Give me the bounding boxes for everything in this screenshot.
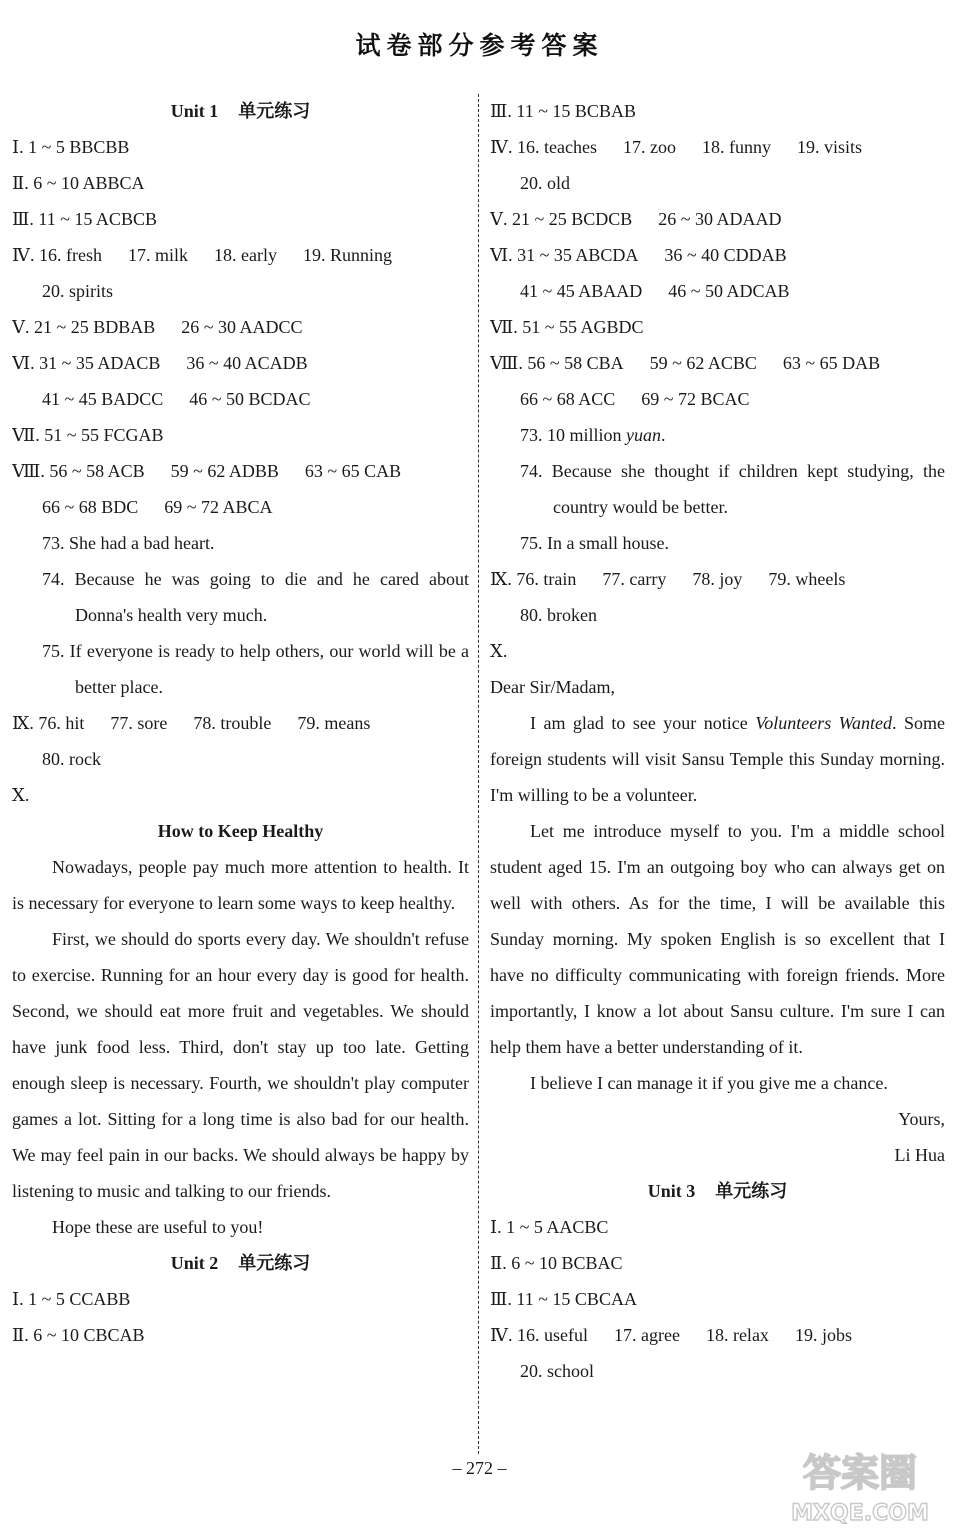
answer-line: Ⅰ. 1 ~ 5 BBCBB (12, 137, 130, 157)
answer-line: 80. rock (42, 749, 101, 769)
letter-paragraph (490, 705, 945, 813)
letter-signature: Li Hua (894, 1145, 945, 1165)
unit-label: Unit 2 (170, 1253, 219, 1273)
answer-item: 66 ~ 68 ACC (520, 389, 616, 409)
answer-line: Ⅱ. 6 ~ 10 ABBCA (12, 173, 145, 193)
answer-line: Ⅲ. 11 ~ 15 ACBCB (12, 209, 157, 229)
answer-item: 78. trouble (193, 713, 272, 733)
answer-item: 59 ~ 62 ACBC (649, 353, 757, 373)
unit-1-heading (12, 93, 469, 129)
answer-line (12, 381, 469, 417)
answer-item: 26 ~ 30 AADCC (181, 317, 303, 337)
answer-item: 17. milk (127, 245, 188, 265)
unit-cn-label: 单元练习 (238, 101, 311, 122)
answer-item: 17. zoo (622, 137, 676, 157)
answer-item: 18. early (213, 245, 277, 265)
left-column (12, 93, 469, 1353)
answer-item: Ⅳ. 16. fresh (12, 245, 102, 265)
answer-item: 19. visits (796, 137, 862, 157)
watermark-top-text: 答案圈 (802, 1451, 918, 1495)
column-divider (478, 94, 479, 1454)
answer-item: Ⅴ. 21 ~ 25 BCDCB (490, 209, 633, 229)
answer-paragraph: 74. Because he was going to die and he cared about Donna's health very much. (42, 569, 469, 625)
answer-item: 63 ~ 65 DAB (782, 353, 881, 373)
answer-item: 18. relax (705, 1325, 769, 1345)
letter-salutation: Dear Sir/Madam, (490, 677, 615, 697)
answer-item: 69 ~ 72 ABCA (164, 497, 273, 517)
answer-line: Ⅰ. 1 ~ 5 CCABB (12, 1289, 131, 1309)
essay-title: How to Keep Healthy (157, 821, 324, 841)
answer-item: 26 ~ 30 ADAAD (658, 209, 782, 229)
answer-item: 59 ~ 62 ADBB (170, 461, 279, 481)
answer-line: Ⅱ. 6 ~ 10 BCBAC (490, 1253, 623, 1273)
answer-line: 20. spirits (42, 281, 114, 301)
unit-3-heading (490, 1173, 945, 1209)
answer-line: Ⅹ. (490, 641, 508, 661)
unit-2-heading (12, 1245, 469, 1281)
answer-line (12, 453, 469, 489)
letter-paragraph: Let me introduce myself to you. I'm a middle school student aged 15. I'm an outgoing boy who can always get on well with others. As for the time, I will be available this Sunday morning. My spoken English is so excellent that I have no difficulty communicating with foreign friends. More importantly, I know a lot about Sansu culture. I'm sure I can help them have a better understanding of it. (490, 821, 945, 1057)
answer-item: Ⅳ. 16. teaches (490, 137, 597, 157)
watermark-bottom-text: MXQE.COM (791, 1501, 929, 1526)
answer-item: 69 ~ 72 BCAC (641, 389, 750, 409)
answer-item: 46 ~ 50 ADCAB (668, 281, 790, 301)
answer-item: Ⅸ. 76. train (490, 569, 577, 589)
answer-item: 77. sore (110, 713, 168, 733)
answer-line (490, 129, 945, 165)
letter-closing: Yours, (898, 1109, 945, 1129)
letter-text: . Some foreign students will visit Sansu Temple this Sunday morning. I'm willing to be a volunteer. (490, 713, 945, 805)
answer-line (12, 489, 469, 525)
answer-line: Ⅲ. 11 ~ 15 BCBAB (490, 101, 636, 121)
answer-item: 78. joy (692, 569, 743, 589)
unit-cn-label: 单元练习 (238, 1253, 311, 1274)
answer-line: Ⅶ. 51 ~ 55 AGBDC (490, 317, 644, 337)
answer-line: 80. broken (520, 605, 597, 625)
watermark-logo (772, 1438, 947, 1528)
answer-line (490, 417, 945, 453)
answer-line: 20. old (520, 173, 571, 193)
answer-item: 19. jobs (794, 1325, 852, 1345)
answer-item: Ⅵ. 31 ~ 35 ADACB (12, 353, 161, 373)
answer-item: Ⅴ. 21 ~ 25 BDBAB (12, 317, 156, 337)
answer-line (12, 345, 469, 381)
page-title: 试卷部分参考答案 (355, 31, 604, 60)
answer-text: . (661, 425, 666, 445)
answer-line (12, 309, 469, 345)
letter-paragraph: I believe I can manage it if you give me a chance. (530, 1073, 888, 1093)
answer-italic: yuan (626, 425, 662, 445)
answer-text: 73. 10 million (520, 425, 627, 445)
answer-line: 75. In a small house. (520, 533, 669, 553)
answer-line (490, 201, 945, 237)
answer-item: 46 ~ 50 BCDAC (189, 389, 311, 409)
answer-line: 20. school (520, 1361, 594, 1381)
answer-line: Ⅶ. 51 ~ 55 FCGAB (12, 425, 164, 445)
answer-line: Ⅹ. (12, 785, 30, 805)
right-column (490, 93, 945, 1389)
answer-item: 19. Running (302, 245, 392, 265)
answer-item: 36 ~ 40 ACADB (186, 353, 308, 373)
answer-item: 18. funny (701, 137, 771, 157)
letter-italic: Volunteers Wanted (755, 713, 893, 733)
answer-line: Ⅲ. 11 ~ 15 CBCAA (490, 1289, 637, 1309)
essay-paragraph: First, we should do sports every day. We shouldn't refuse to exercise. Running for an hour every day is good for health. Second, we should eat more fruit and vegetables. We should have junk food less. Third, don't stay up too late. Getting enough sleep is necessary. Fourth, we shouldn't play computer games a lot. Sitting for a long time is also bad for our health. We may feel pain in our backs. We should always be happy by listening to music and talking to our friends. (12, 929, 469, 1201)
unit-cn-label: 单元练习 (715, 1181, 788, 1202)
answer-item: Ⅷ. 56 ~ 58 CBA (490, 353, 624, 373)
letter-text: I am glad to see your notice (530, 713, 756, 733)
answer-item: 79. wheels (768, 569, 846, 589)
answer-item: Ⅳ. 16. useful (490, 1325, 588, 1345)
answer-line: Ⅱ. 6 ~ 10 CBCAB (12, 1325, 145, 1345)
answer-item: 66 ~ 68 BDC (42, 497, 139, 517)
answer-item: 79. means (297, 713, 371, 733)
answer-item: 77. carry (602, 569, 667, 589)
answer-line: Ⅰ. 1 ~ 5 AACBC (490, 1217, 609, 1237)
answer-item: Ⅷ. 56 ~ 58 ACB (12, 461, 145, 481)
answer-line (490, 381, 945, 417)
essay-paragraph: Nowadays, people pay much more attention to health. It is necessary for everyone to learn some ways to keep healthy. (12, 857, 469, 913)
answer-item: 36 ~ 40 CDDAB (664, 245, 787, 265)
answer-item: 17. agree (613, 1325, 680, 1345)
answer-paragraph: 74. Because she thought if children kept studying, the country would be better. (520, 461, 945, 517)
answer-item: 41 ~ 45 ABAAD (520, 281, 643, 301)
answer-line (12, 237, 469, 273)
answer-item: Ⅸ. 76. hit (12, 713, 85, 733)
answer-item: 63 ~ 65 CAB (304, 461, 402, 481)
answer-line (490, 345, 945, 381)
answer-item: 41 ~ 45 BADCC (42, 389, 164, 409)
unit-label: Unit 1 (170, 101, 219, 121)
unit-label: Unit 3 (647, 1181, 696, 1201)
essay-paragraph: Hope these are useful to you! (52, 1217, 264, 1237)
page-number: – 272 – (452, 1458, 507, 1478)
answer-paragraph: 75. If everyone is ready to help others, our world will be a better place. (42, 641, 469, 697)
answer-line (490, 561, 945, 597)
answer-line (490, 273, 945, 309)
answer-item: Ⅵ. 31 ~ 35 ABCDA (490, 245, 639, 265)
answer-line (490, 1317, 945, 1353)
answer-line: 73. She had a bad heart. (42, 533, 215, 553)
answer-line (490, 237, 945, 273)
answer-line (12, 705, 469, 741)
